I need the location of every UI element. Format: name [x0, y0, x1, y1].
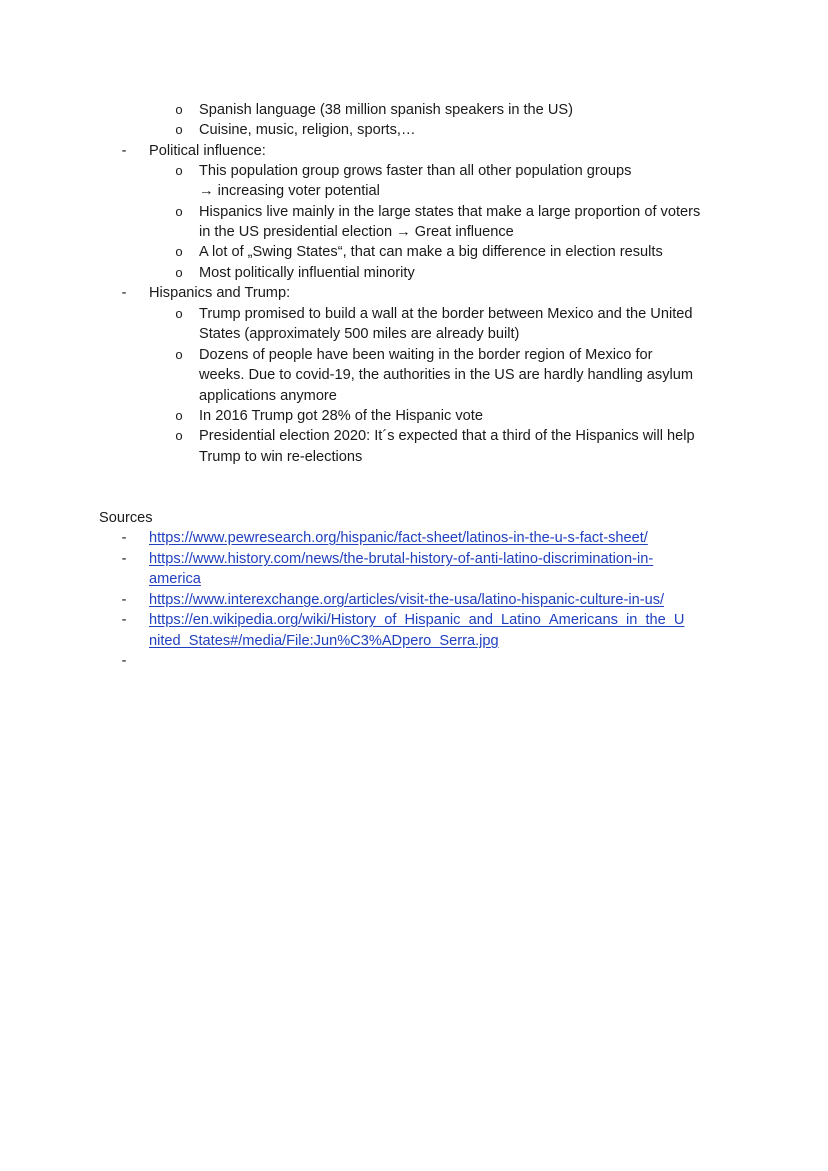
sub-bullet-marker: o	[175, 102, 183, 117]
list-item: A lot of „Swing States“, that can make a big difference in election results	[199, 244, 663, 260]
list-item: In 2016 Trump got 28% of the Hispanic vote	[199, 408, 483, 424]
list-item: Dozens of people have been waiting in the border region of Mexico for	[199, 347, 653, 363]
sub-bullet-marker: o	[175, 265, 183, 280]
list-item: Trump promised to build a wall at the border between Mexico and the United	[199, 306, 693, 322]
list-item: Spanish language (38 million spanish speakers in the US)	[199, 102, 573, 118]
list-item: Most politically influential minority	[199, 265, 415, 281]
list-item-continuation: applications anymore	[199, 388, 337, 404]
source-link[interactable]: https://www.interexchange.org/articles/visit-the-usa/latino-hispanic-culture-in-us/	[149, 592, 665, 608]
sub-bullet-marker: o	[175, 347, 183, 362]
bullet-marker: -	[121, 285, 127, 301]
list-item: Presidential election 2020: It´s expected that a third of the Hispanics will help	[199, 428, 695, 444]
list-item-continuation: Trump to win re-elections	[199, 449, 363, 465]
source-link-continuation[interactable]: nited_States#/media/File:Jun%C3%ADpero_Serra.jpg	[149, 633, 499, 649]
sub-bullet-marker: o	[175, 204, 183, 219]
list-item-continuation: weeks. Due to covid-19, the authorities in the US are hardly handling asylum	[199, 367, 694, 383]
list-item-continuation: States (approximately 500 miles are already built)	[199, 326, 520, 342]
sub-bullet-marker: o	[175, 163, 183, 178]
list-item: This population group grows faster than all other population groups	[199, 163, 632, 179]
bullet-marker: -	[121, 592, 127, 608]
source-link-continuation[interactable]: america	[149, 571, 201, 587]
sub-bullet-marker: o	[175, 122, 183, 137]
bullet-marker: -	[121, 143, 127, 159]
sub-bullet-marker: o	[175, 306, 183, 321]
section-heading: Political influence:	[149, 143, 266, 159]
sources-title: Sources	[99, 510, 153, 526]
bullet-marker: -	[121, 653, 127, 669]
section-heading: Hispanics and Trump:	[149, 285, 291, 301]
list-item-continuation: → increasing voter potential	[199, 183, 380, 199]
source-link[interactable]: https://www.history.com/news/the-brutal-history-of-anti-latino-discrimination-in-	[149, 551, 654, 567]
sub-bullet-marker: o	[175, 244, 183, 259]
list-item: Hispanics live mainly in the large states that make a large proportion of voters	[199, 204, 701, 220]
source-link[interactable]: https://en.wikipedia.org/wiki/History_of_Hispanic_and_Latino_Americans_in_the_U	[149, 612, 685, 628]
bullet-marker: -	[121, 612, 127, 628]
sub-bullet-marker: o	[175, 428, 183, 443]
list-item: Cuisine, music, religion, sports,…	[199, 122, 416, 138]
bullet-marker: -	[121, 551, 127, 567]
list-item-continuation: in the US presidential election → Great influence	[199, 224, 514, 240]
bullet-marker: -	[121, 530, 127, 546]
sub-bullet-marker: o	[175, 408, 183, 423]
source-link[interactable]: https://www.pewresearch.org/hispanic/fact-sheet/latinos-in-the-u-s-fact-sheet/	[149, 530, 648, 546]
